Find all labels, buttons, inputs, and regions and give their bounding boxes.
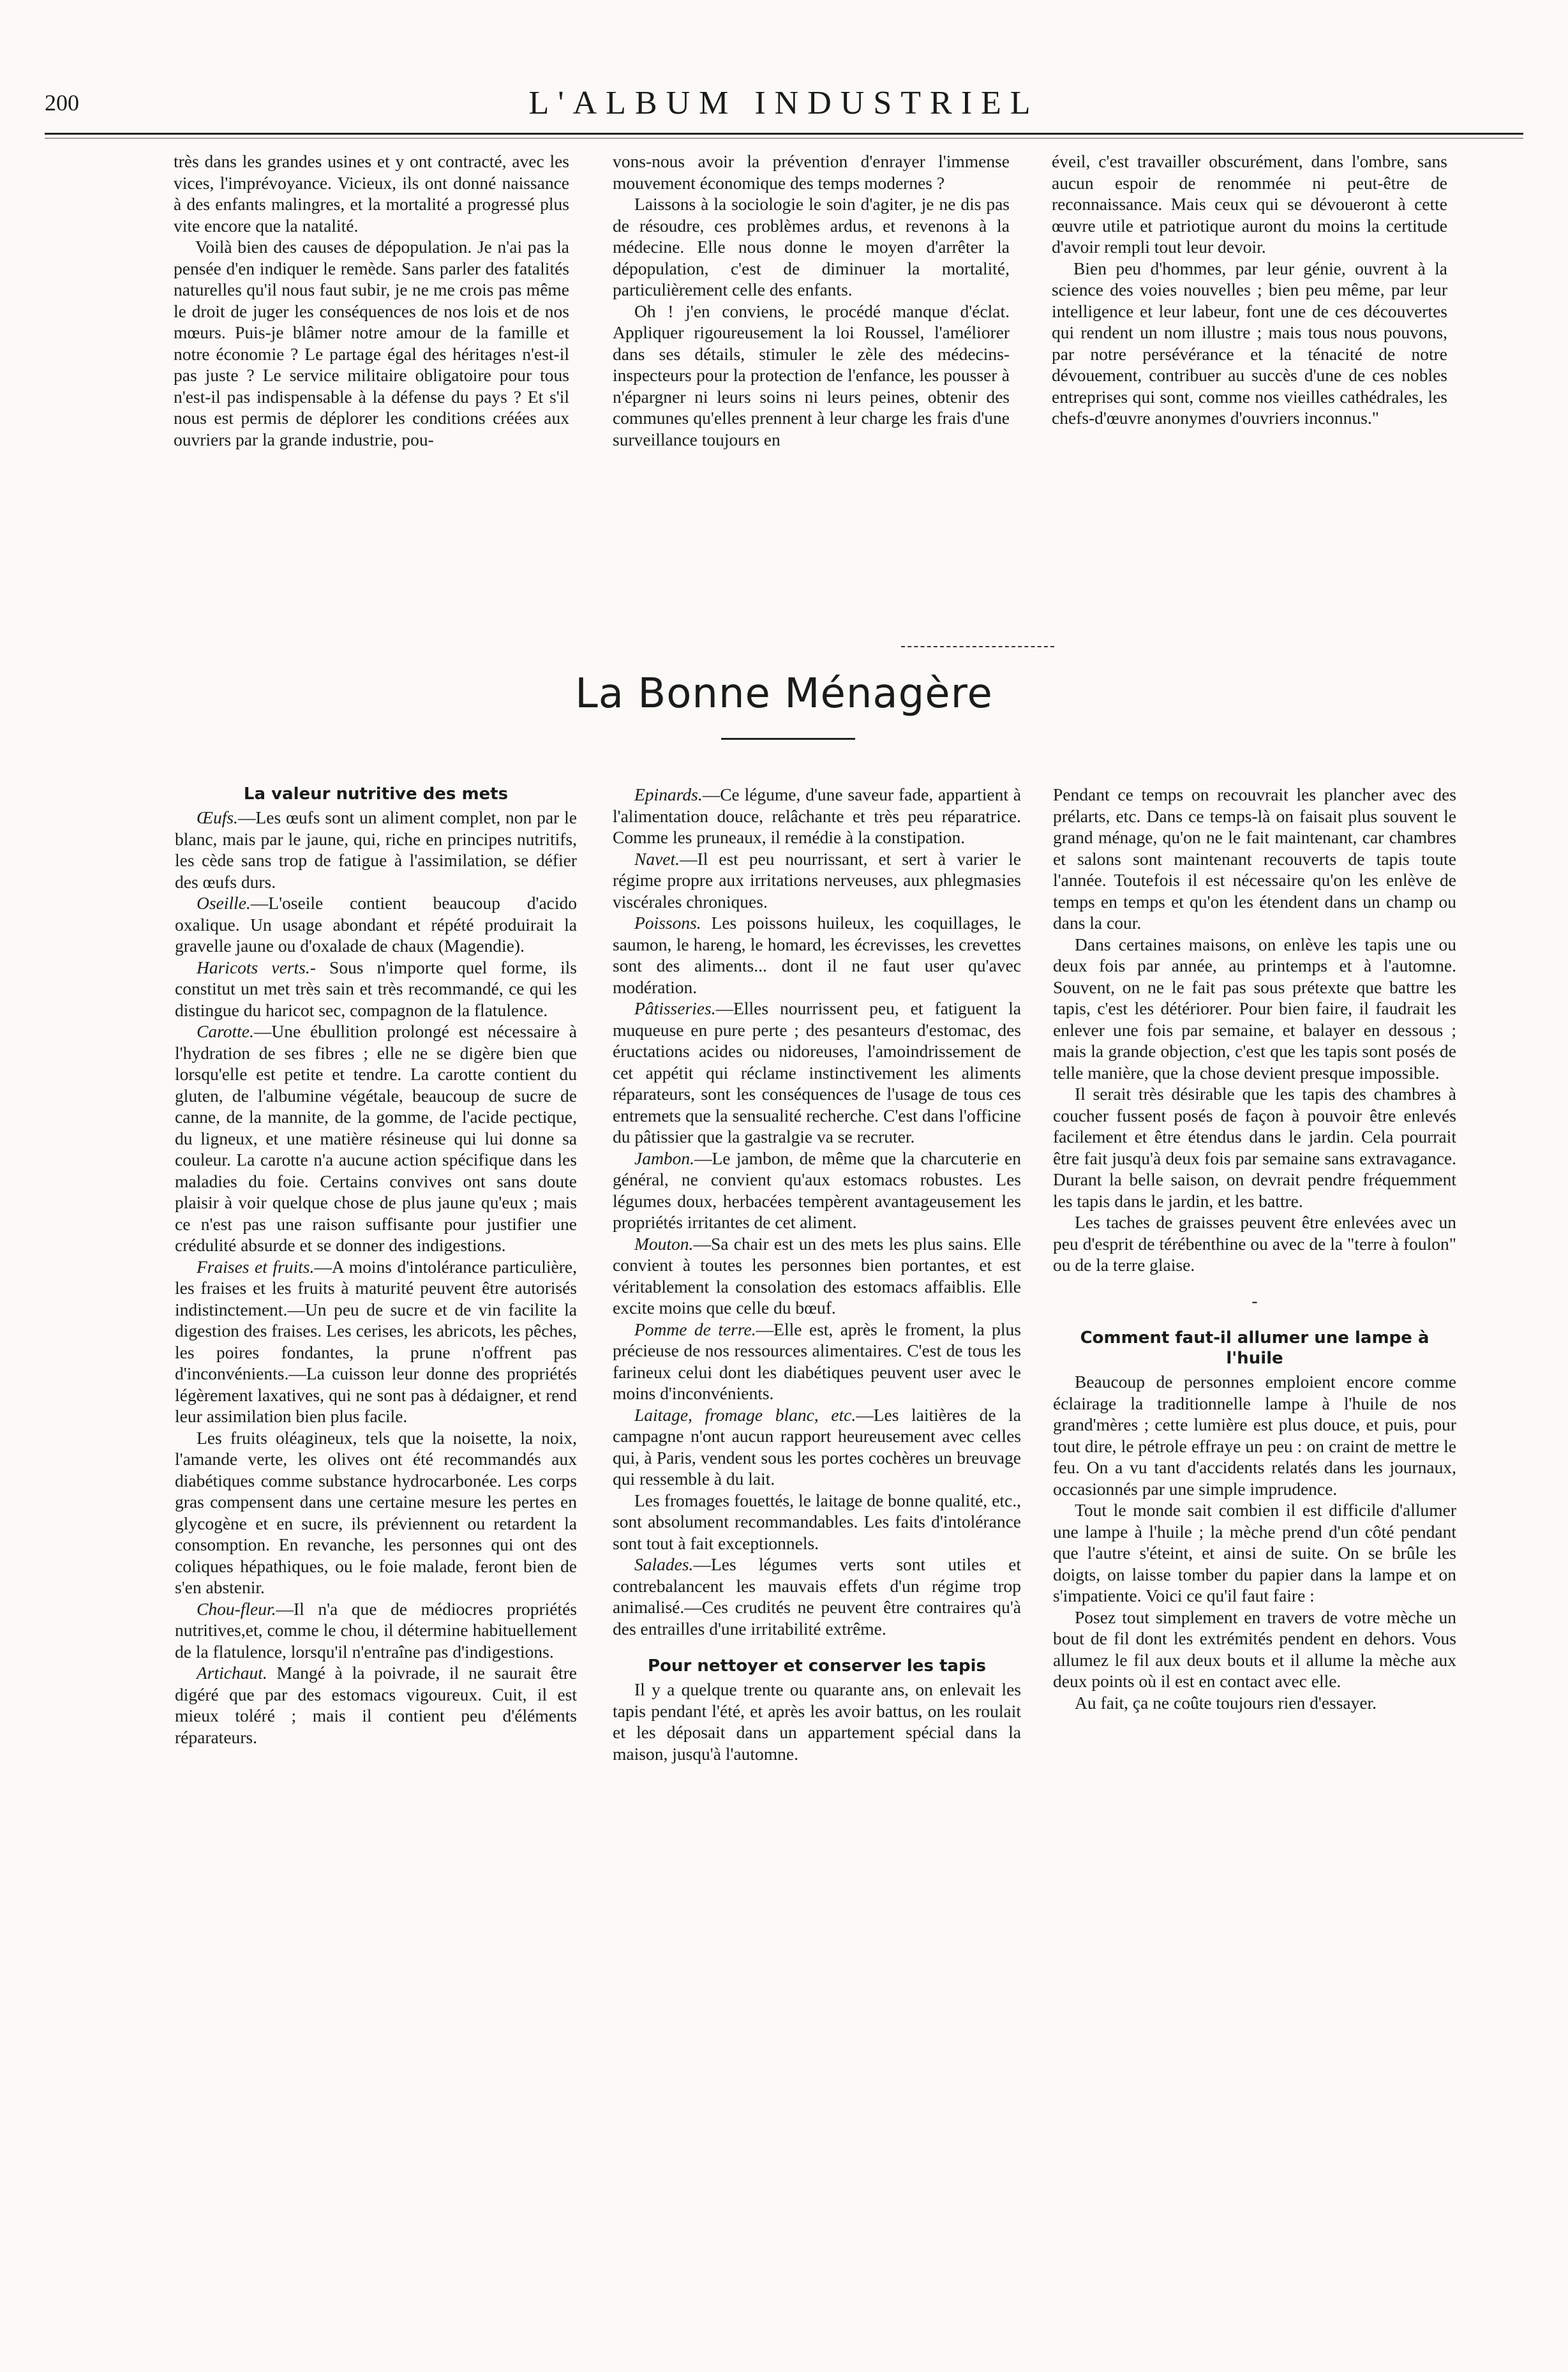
entry (175, 1021, 577, 1256)
entry (613, 998, 1021, 1148)
paragraph: très dans les grandes usines et y ont contracté, avec les vices, l'imprévoyance. Vicieux, ils ont donné naissance à des enfants malingres, et la mortalité a progressé plus vite encore que la natalité. (174, 151, 569, 236)
entry-term: Fraises et fruits. (197, 1256, 315, 1277)
paragraph: Beaucoup de personnes emploient encore comme éclairage la traditionnelle lampe à l'huile de nos grand'mères ; cette lumière est plus douce, et puis, pour tout dire, le pétrole effraye un peu : on craint de mettre le feu. On a vu tant d'accidents relatés dans les journaux, occasionnés par une simple imprudence. (1053, 1372, 1456, 1499)
entry-term: Chou-fleur. (197, 1598, 276, 1619)
paragraph: Les taches de graisses peuvent être enlevées avec un peu d'esprit de térébenthine ou avec de la "terre à foulon" ou de la terre glaise. (1053, 1212, 1456, 1275)
entry-text: —L'oseile contient beaucoup d'acido oxalique. Un usage abondant et répété produirait la gravelle jaune ou d'oxalade de chaux (Magendie). (175, 893, 577, 956)
entry-term: Pomme de terre. (634, 1319, 756, 1339)
header-rule (45, 133, 1523, 135)
entry-text: —Elles nourrissent peu, et fatiguent la muqueuse en pure perte ; des pesanteurs d'estomac, des éructations acides ou nidoreuses, l'amoindrissement de cet appétit qui réclame instinctivement les aliments réparateurs, sont les conséquences de l'usage de tous ces entremets que la sensualité recherche. C'est dans l'officine du pâtissier que la gastralgie va se recruter. (613, 998, 1021, 1146)
separator: - (1251, 1290, 1258, 1310)
entry (613, 1490, 1021, 1554)
entry-term: Poissons. (634, 913, 701, 933)
paragraph: Au fait, ça ne coûte toujours rien d'essayer. (1075, 1692, 1377, 1713)
entry-text: —Le jambon, de même que la charcuterie en général, ne convient qu'aux estomacs robustes. Les légumes doux, herbacées tempèrent avantageusement les propriétés irritantes de cet aliment. (613, 1148, 1021, 1232)
entry-text: —Elle est, après le froment, la plus précieuse de nos ressources alimentaires. C'est de tous les farineux celui dont les diabétiques peuvent user avec le moins d'inconvénients. (613, 1319, 1021, 1403)
entry-text: —Ce légume, d'une saveur fade, appartient à l'alimentation douce, relâchante et très peu réparatrice. Comme les pruneaux, il remédie à la constipation. (613, 784, 1021, 847)
paragraph: Il serait très désirable que les tapis des chambres à coucher fussent posés de façon à pouvoir être enlevés facilement et être étendus dans le jardin. Cela pourrait être fait jusqu'à deux fois par semaine sans extravagance. Durant la belle saison, on devrait pendre fréquemment les tapis dans le jardin, et les battre. (1053, 1084, 1456, 1211)
article-top-column-1 (174, 151, 569, 450)
entry (613, 1148, 1021, 1233)
entry-text: —Les laitières de la campagne n'ont aucun rapport heureusement avec celles qui, à Paris, vendent sous les portes cochères un breuvage qui ressemble à du lait. (613, 1404, 1021, 1489)
header-rule-thin (45, 138, 1523, 139)
entry-text: Les fruits oléagineux, tels que la noisette, la noix, l'amande verte, les olives ont été recommandés aux diabétiques comme substance hydrocarbonée. Les corps gras compensent dans une certaine mesure les pertes en glycogène et en sucre, ils préviennent ou retardent la consomption. En revanche, les personnes qui ont des coliques hépathiques, ou le foie malade, feront bien de s'en abstenir. (175, 1427, 577, 1597)
nutrition-heading: La valeur nutritive des mets (243, 784, 509, 804)
tapis-heading: Pour nettoyer et conserver les tapis (648, 1656, 986, 1676)
entry-term: Mouton. (634, 1233, 694, 1254)
entry-text: Mangé à la poivrade, il ne saurait être digéré que par des estomacs vigoureux. Cuit, il est mieux toléré ; mais il contient peu d'éléments réparateurs. (175, 1663, 577, 1747)
entry-text: —Une ébullition prolongé est nécessaire à l'hydration de ses fibres ; elle ne se digère bien que lorsqu'elle est petite et tendre. La carotte contient du gluten, de l'albumine végétale, beaucoup de sucre de canne, de la mannite, de la gomme, de l'acide pectique, du ligneux, et une matière résineuse qui lui donne sa couleur. La carotte n'a aucune action spécifique dans les maladies du foie. Certains convives ont sans doute plaisir à voir quelque chose de plus jaune qu'eux ; mais ce n'est pas une raison suffisante pour justifier une crédulité absurde et se donner des indigestions. (175, 1021, 577, 1255)
column-3 (1053, 784, 1456, 1713)
paragraph: Tout le monde sait combien il est difficile d'allumer une lampe à l'huile ; la mèche prend d'un côté pendant que l'autre s'éteint, et ainsi de suite. On se brûle les doigts, on laisse tomber du papier dans la lampe et on s'impatiente. Voici ce qu'il faut faire : (1053, 1500, 1456, 1605)
entry (613, 912, 1021, 998)
paragraph: Pendant ce temps on recouvrait les plancher avec des prélarts, etc. Dans ce temps-là on faisait plus souvent le grand ménage, qu'on ne le fait maintenant, car chambres et salons sont maintenant recouverts de tapis toute l'année. Toutefois il est nécessaire qu'on les enlève de temps en temps et qu'on les étendent dans un champ ou dans la cour. (1053, 784, 1456, 933)
paragraph: vons-nous avoir la prévention d'enrayer l'immense mouvement économique des temps modernes ? (613, 151, 1010, 193)
entry-term: Oseille. (197, 893, 251, 913)
entry (613, 848, 1021, 913)
entry (613, 1319, 1021, 1404)
entry-text: - Sous n'importe quel forme, ils constitut un met très sain et très recommandé, ce qui les distingue du haricot sec, compagnon de la flatulence. (175, 957, 577, 1020)
nutrition-column-2 (613, 784, 1021, 1764)
entry (175, 1256, 577, 1427)
entry-term: Navet. (634, 848, 680, 869)
entry-term: Epinards. (634, 784, 703, 804)
entry (175, 807, 577, 892)
nutrition-column-1 (175, 784, 577, 1748)
entry-text: —A moins d'intolérance particulière, les fraises et les fruits à maturité peuvent être autorisés indistinctement.—Un peu de sucre et de vin facilite la digestion des fraises. Les cerises, les abricots, les pêches, les poires fondantes, la prune n'offrent pas d'inconvénients.—La cuisson leur donne des propriétés légèrement laxatives, qui ne sont pas à dédaigner, et rend leur assimilation bien plus facile. (175, 1256, 577, 1426)
entry-term: Œufs. (197, 807, 238, 827)
entry-text: Les poissons huileux, les coquillages, le saumon, le hareng, le homard, les écrevisses, les crevettes sont des aliments... dont il ne faut user qu'avec modération. (613, 913, 1021, 997)
entry-text: Les fromages fouettés, le laitage de bonne qualité, etc., sont absolument recommandables. Les faits d'intolérance sont tout à fait exceptionnels. (613, 1490, 1021, 1553)
entry-term: Pâtisseries. (634, 998, 716, 1018)
entry-term: Artichaut. (197, 1663, 267, 1683)
entry-term: Carotte. (197, 1021, 254, 1041)
entry-text: —Sa chair est un des mets les plus sains. Elle convient à toutes les personnes bien portantes, et est véritablement la consolation des estomacs affaiblis. Elle excite moins que celle du bœuf. (613, 1233, 1021, 1317)
paragraph: Voilà bien des causes de dépopulation. Je n'ai pas la pensée d'en indiquer le remède. Sans parler des fatalités naturelles qu'il nous faut subir, je ne me crois pas même le droit de juger les conséquences de nos lois et de nos mœurs. Puis-je blâmer notre amour de la famille et notre économie ? Le partage égal des héritages n'est-il pas juste ? Le service militaire obligatoire pour tous n'est-il pas indispensable à la défense du pays ? Et s'il nous est permis de déplorer les conditions créées aux ouvriers par la grande industrie, pou- (174, 237, 569, 449)
lampe-heading: Comment faut-il allumer une lampe à l'huile (1080, 1328, 1430, 1368)
entry (175, 1662, 577, 1748)
entry-text: —Les œufs sont un aliment complet, non par le blanc, mais par le jaune, qui, riche en principes nutritifs, les cède sans trop de fatigue à l'assimilation, se défier des œufs durs. (175, 807, 577, 892)
entry (175, 892, 577, 957)
article-top-column-3 (1052, 151, 1447, 429)
paragraph: Il y a quelque trente ou quarante ans, on enlevait les tapis pendant l'été, et après les avoir battus, on les roulait et les déposait dans un appartement spécial dans la maison, jusqu'à l'automne. (613, 1679, 1021, 1764)
section-title: La Bonne Ménagère (575, 670, 993, 717)
entry (613, 1233, 1021, 1319)
entry-term: Salades. (634, 1554, 694, 1574)
entry (613, 784, 1021, 848)
title-underline (721, 738, 855, 740)
paragraph: éveil, c'est travailler obscurément, dans l'ombre, sans aucun espoir de renommée ni peut-être de reconnaissance. Mais ceux qui se dévoueront à cette œuvre utile et patriotique auront du moins la certitude d'avoir rempli tout leur devoir. (1052, 151, 1447, 257)
entry (175, 1427, 577, 1598)
paragraph: Bien peu d'hommes, par leur génie, ouvrent à la science des voies nouvelles ; bien peu même, par leur intelligence et leur labeur, font une de ces découvertes qui rendent un nom illustre ; mais tous nous pouvons, par notre persévérance et la ténacité de notre dévouement, contribuer au succès d'une de ces nobles entreprises qui sont, comme nos vieilles cathédrales, les chefs-d'œuvre anonymes d'ouvriers inconnus." (1052, 258, 1447, 428)
entry (613, 1404, 1021, 1490)
paragraph: Dans certaines maisons, on enlève les tapis une ou deux fois par année, au printemps et à l'automne. Souvent, on ne le fait pas sous prétexte que battre les tapis, c'est les détériorer. Pour bien faire, il faudrait les enlever une fois par semaine, et balayer en dessous ; mais la grande objection, c'est que les tapis sont posés de telle manière, que la chose devient presque impossible. (1053, 934, 1456, 1083)
entry-term: Haricots verts. (197, 957, 310, 977)
paragraph: Laissons à la sociologie le soin d'agiter, je ne dis pas de résoudre, ces problèmes ardus, et revenons à la médecine. Elle nous donne le moyen d'arrêter la dépopulation, c'est de diminuer la mortalité, particulièrement celle des enfants. (613, 194, 1010, 299)
entry (175, 1598, 577, 1663)
page-number: 200 (45, 90, 79, 116)
entry-term: Jambon. (634, 1148, 694, 1168)
entry-text: —Il est peu nourrissant, et sert à varier le régime propre aux irritations nerveuses, aux phlegmasies viscérales chroniques. (613, 848, 1021, 912)
entry-term: Laitage, fromage blanc, etc. (634, 1404, 856, 1425)
entry (613, 1554, 1021, 1639)
running-head (45, 85, 1523, 128)
section-divider (901, 646, 1054, 647)
article-top-column-2 (613, 151, 1010, 450)
entry (175, 957, 577, 1021)
paragraph: Oh ! j'en conviens, le procédé manque d'éclat. Appliquer rigoureusement la loi Roussel, l'améliorer dans ses détails, stimuler le zèle des médecins-inspecteurs pour la protection de l'enfance, les pousser à n'épargner ni leurs soins ni leurs peines, obtenir des communes qu'elles prennent à leur charge les frais d'une surveillance toujours en (613, 301, 1010, 449)
entry-text: —Les légumes verts sont utiles et contrebalancent les mauvais effets d'un régime trop animalisé.—Ces crudités ne peuvent être contraires qu'à des entrailles d'une irritabilité extrême. (613, 1554, 1021, 1639)
journal-title: L'ALBUM INDUSTRIEL (528, 85, 1040, 121)
entry-text: —Il n'a que de médiocres propriétés nutritives,et, comme le chou, il détermine habituellement de la flatulence, lorsqu'il n'entraîne pas d'indigestions. (175, 1598, 577, 1662)
paragraph: Posez tout simplement en travers de votre mèche un bout de fil dont les extrémités pendent en dehors. Vous allumez le fil aux deux bouts et il allume la mèche aux deux points où il est en contact avec elle. (1053, 1607, 1456, 1691)
